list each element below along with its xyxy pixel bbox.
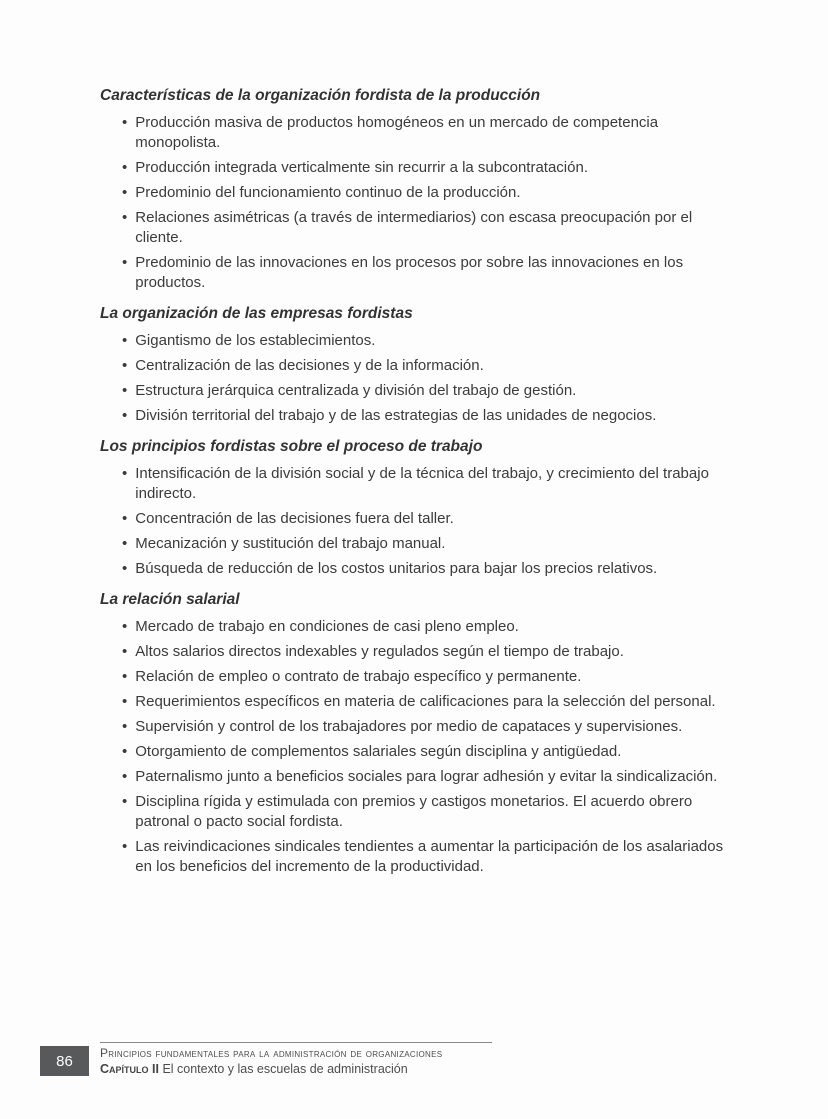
list-item [100, 642, 734, 662]
list-item-text: Relación de empleo o contrato de trabajo específico y permanente. [135, 668, 582, 685]
list-item-text: Supervisión y control de los trabajadores por medio de capataces y supervisiones. [135, 718, 683, 735]
list-item-text: Estructura jerárquica centralizada y división del trabajo de gestión. [135, 382, 577, 399]
section-heading: La relación salarial [100, 591, 240, 608]
bullet-icon: • [122, 332, 128, 349]
list-item-text: Intensificación de la división social y de la técnica del trabajo, y crecimiento del trabajo indirecto. [135, 465, 709, 502]
bullet-icon: • [122, 618, 128, 635]
list-item [100, 464, 734, 504]
list-item [100, 381, 734, 401]
list-item-text: Mercado de trabajo en condiciones de casi pleno empleo. [135, 618, 519, 635]
bullet-icon: • [122, 209, 128, 226]
bullet-icon: • [122, 184, 128, 201]
bullet-icon: • [122, 510, 128, 527]
list-item [100, 692, 734, 712]
list-item-text: Predominio del funcionamiento continuo de la producción. [135, 184, 521, 201]
document-section [100, 590, 734, 877]
bullet-icon: • [122, 718, 128, 735]
bullet-list [100, 113, 734, 293]
list-item-text: Gigantismo de los establecimientos. [135, 332, 376, 349]
bullet-list [100, 464, 734, 579]
list-item [100, 253, 734, 293]
list-item-text: Altos salarios directos indexables y regulados según el tiempo de trabajo. [135, 643, 624, 660]
bullet-list [100, 617, 734, 877]
footer-chapter-label: Capítulo II [100, 1062, 159, 1076]
bullet-icon: • [122, 793, 128, 810]
list-item [100, 792, 734, 832]
list-item [100, 617, 734, 637]
bullet-icon: • [122, 560, 128, 577]
bullet-icon: • [122, 254, 128, 271]
section-heading: Características de la organización fordista de la producción [100, 87, 541, 104]
bullet-icon: • [122, 693, 128, 710]
list-item-text: Disciplina rígida y estimulada con premios y castigos monetarios. El acuerdo obrero patronal o pacto social fordista. [135, 793, 693, 830]
list-item [100, 742, 734, 762]
document-content [100, 86, 734, 882]
list-item-text: Producción integrada verticalmente sin recurrir a la subcontratación. [135, 159, 588, 176]
bullet-icon: • [122, 407, 128, 424]
list-item-text: División territorial del trabajo y de las estrategias de las unidades de negocios. [135, 407, 657, 424]
bullet-icon: • [122, 668, 128, 685]
list-item [100, 534, 734, 554]
list-item [100, 509, 734, 529]
list-item-text: Mecanización y sustitución del trabajo manual. [135, 535, 446, 552]
list-item-text: Producción masiva de productos homogéneos en un mercado de competencia monopolista. [135, 114, 659, 151]
list-item [100, 208, 734, 248]
list-item [100, 158, 734, 178]
list-item [100, 113, 734, 153]
bullet-icon: • [122, 114, 128, 131]
list-item [100, 837, 734, 877]
list-item-text: Relaciones asimétricas (a través de intermediarios) con escasa preocupación por el cliente. [135, 209, 693, 246]
page-number-box [40, 1046, 89, 1076]
list-item-text: Búsqueda de reducción de los costos unitarios para bajar los precios relativos. [135, 560, 658, 577]
bullet-icon: • [122, 743, 128, 760]
list-item [100, 667, 734, 687]
list-item [100, 183, 734, 203]
bullet-list [100, 331, 734, 426]
list-item [100, 559, 734, 579]
bullet-icon: • [122, 357, 128, 374]
bullet-icon: • [122, 382, 128, 399]
footer-book-title: Principios fundamentales para la administración de organizaciones [100, 1046, 443, 1060]
footer-divider [100, 1042, 492, 1043]
document-section [100, 437, 734, 579]
list-item-text: Las reivindicaciones sindicales tendientes a aumentar la participación de los asalariados en los beneficios del incremento de la productividad. [135, 838, 724, 875]
page-footer [100, 1042, 540, 1077]
bullet-icon: • [122, 159, 128, 176]
footer-chapter-title: El contexto y las escuelas de administración [162, 1062, 408, 1076]
bullet-icon: • [122, 535, 128, 552]
list-item-text: Centralización de las decisiones y de la información. [135, 357, 484, 374]
page-number: 86 [56, 1052, 73, 1070]
bullet-icon: • [122, 838, 128, 855]
list-item [100, 331, 734, 351]
list-item-text: Otorgamiento de complementos salariales según disciplina y antigüedad. [135, 743, 622, 760]
list-item [100, 406, 734, 426]
section-heading: Los principios fordistas sobre el proceso de trabajo [100, 438, 483, 455]
list-item-text: Concentración de las decisiones fuera del taller. [135, 510, 454, 527]
list-item [100, 767, 734, 787]
footer-chapter-line [100, 1061, 540, 1077]
document-section [100, 86, 734, 293]
list-item-text: Requerimientos específicos en materia de calificaciones para la selección del personal. [135, 693, 716, 710]
bullet-icon: • [122, 465, 128, 482]
list-item-text: Paternalismo junto a beneficios sociales para lograr adhesión y evitar la sindicalización. [135, 768, 718, 785]
section-heading: La organización de las empresas fordistas [100, 305, 413, 322]
list-item [100, 356, 734, 376]
document-section [100, 304, 734, 426]
bullet-icon: • [122, 643, 128, 660]
list-item [100, 717, 734, 737]
list-item-text: Predominio de las innovaciones en los procesos por sobre las innovaciones en los productos. [135, 254, 684, 291]
bullet-icon: • [122, 768, 128, 785]
